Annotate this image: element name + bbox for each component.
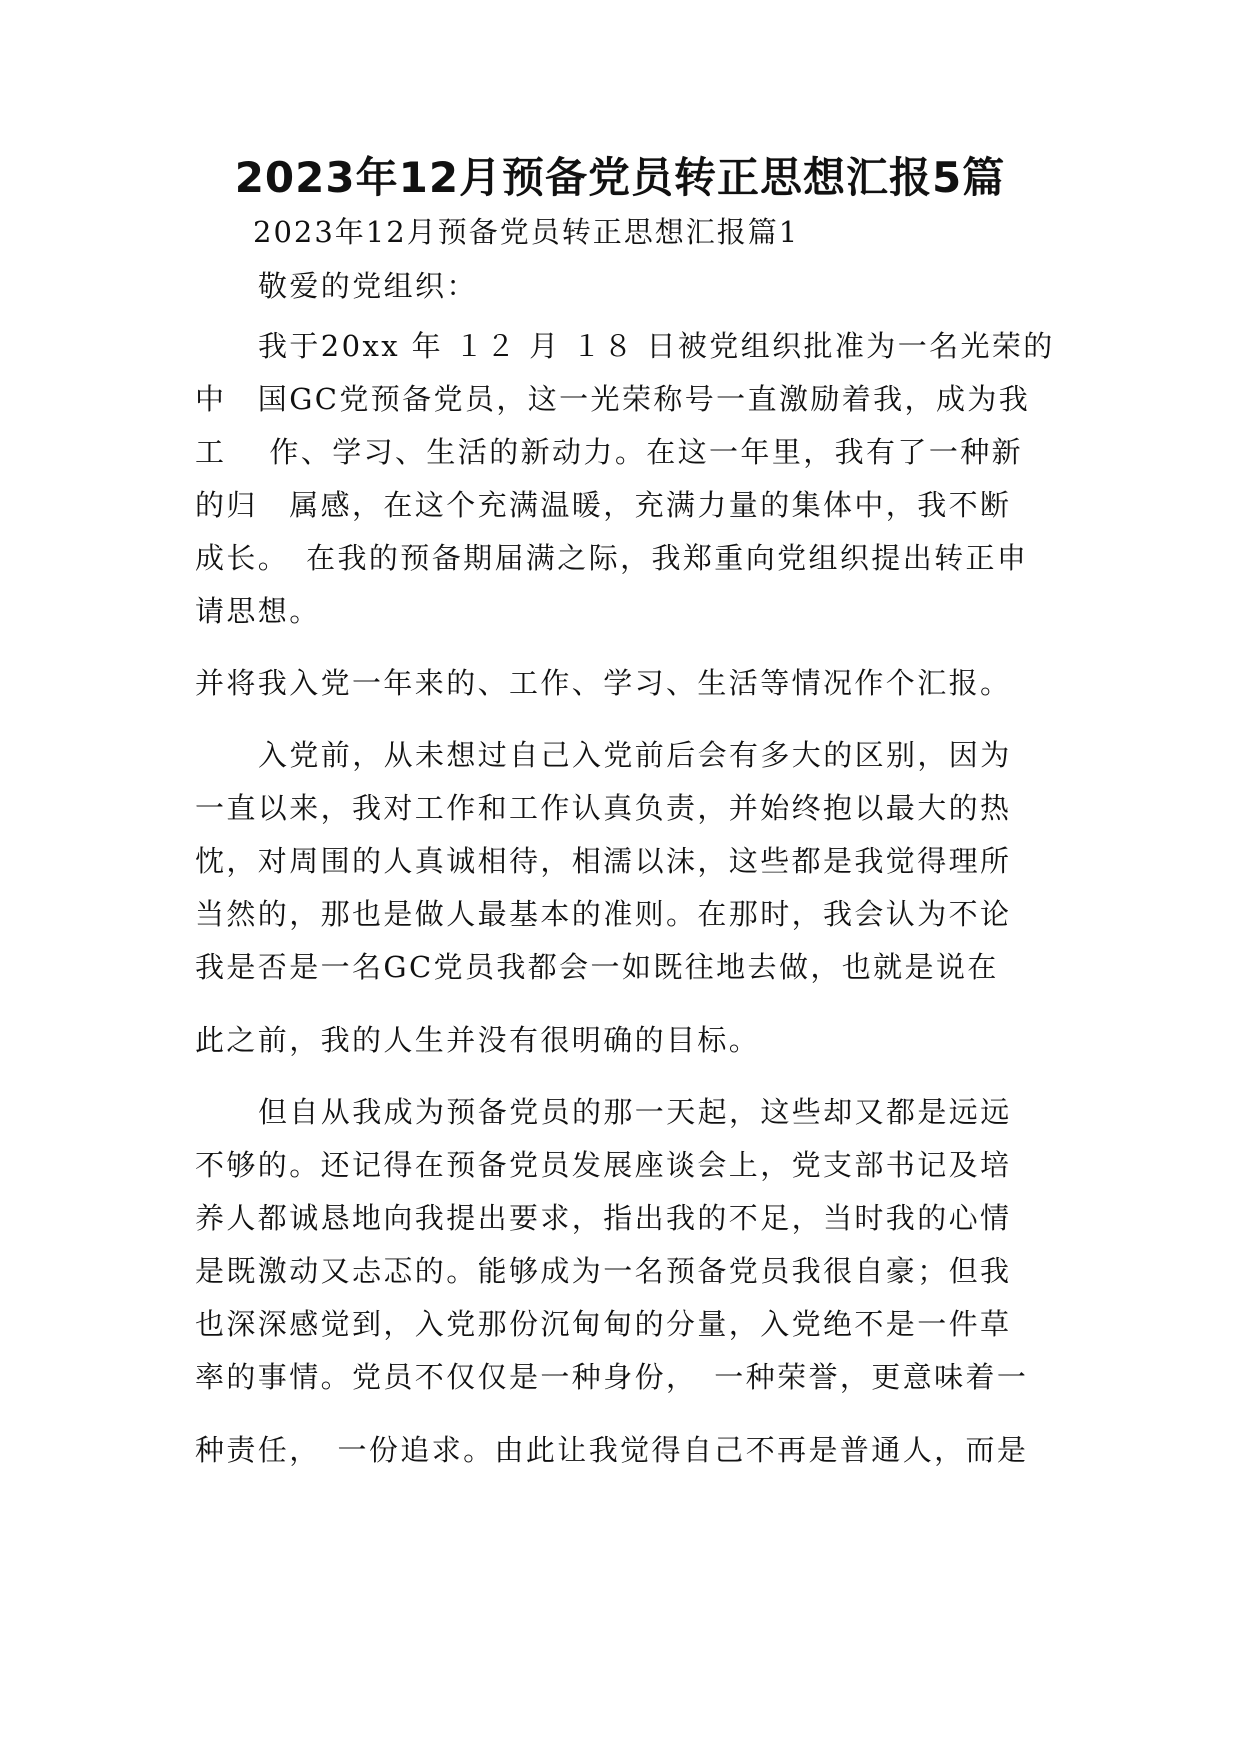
text-line: 工 作、学习、生活的新动力。在这一年里，我有了一种新 — [195, 435, 1024, 469]
text-line: 养人都诚恳地向我提出要求，指出我的不足，当时我的心情 — [195, 1201, 1012, 1235]
text-line: 当然的，那也是做人最基本的准则。在那时，我会认为不论 — [195, 897, 1012, 931]
text-line: 中 国GC党预备党员，这一光荣称号一直激励着我，成为我 — [195, 382, 1031, 416]
text-line: 的归 属感，在这个充满温暖，充满力量的集体中，我不断 — [195, 488, 1012, 522]
text-line: 率的事情。党员不仅仅是一种身份， 一种荣誉，更意味着一 — [195, 1360, 1029, 1394]
text-line: 成长。 在我的预备期届满之际，我郑重向党组织提出转正申 — [195, 541, 1029, 575]
text-line: 请思想。 — [195, 594, 321, 628]
text-line: 是既激动又忐忑的。能够成为一名预备党员我很自豪；但我 — [195, 1254, 1012, 1288]
text-line: 并将我入党一年来的、工作、学习、生活等情况作个汇报。 — [195, 666, 1012, 700]
text-line: 我于20xx 年 １２ 月 １８ 日被党组织批准为一名光荣的 — [258, 329, 1055, 363]
text-line: 我是否是一名GC党员我都会一如既往地去做，也就是说在 — [195, 950, 999, 984]
text-line: 不够的。还记得在预备党员发展座谈会上，党支部书记及培 — [195, 1148, 1012, 1182]
text-line: 种责任， 一份追求。由此让我觉得自己不再是普通人，而是 — [195, 1433, 1029, 1467]
text-line: 此之前，我的人生并没有很明确的目标。 — [195, 1023, 761, 1057]
salutation: 敬爱的党组织： — [258, 269, 478, 303]
text-line: 一直以来，我对工作和工作认真负责，并始终抱以最大的热 — [195, 791, 1012, 825]
section-heading: 2023年12月预备党员转正思想汇报篇1 — [253, 215, 800, 249]
text-line: 但自从我成为预备党员的那一天起，这些却又都是远远 — [258, 1095, 1012, 1129]
text-line: 忱，对周围的人真诚相待，相濡以沫，这些都是我觉得理所 — [195, 844, 1012, 878]
document-title: 2023年12月预备党员转正思想汇报5篇 — [234, 153, 1006, 202]
text-line: 入党前，从未想过自己入党前后会有多大的区别，因为 — [258, 738, 1012, 772]
text-line: 也深深感觉到，入党那份沉甸甸的分量，入党绝不是一件草 — [195, 1307, 1012, 1341]
